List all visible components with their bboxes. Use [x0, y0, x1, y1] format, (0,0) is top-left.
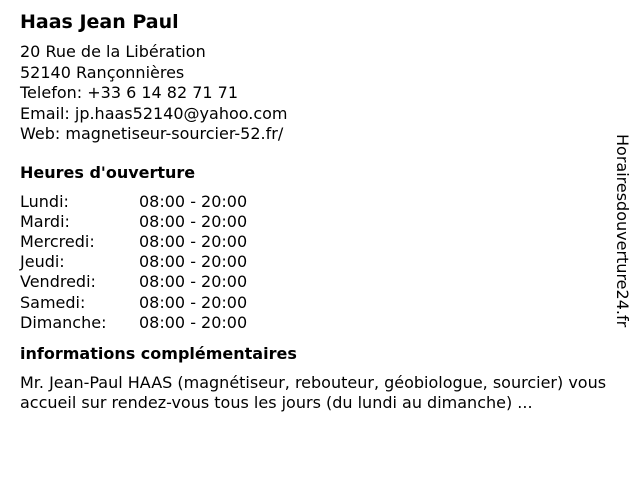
additional-info-text: Mr. Jean-Paul HAAS (magnétiseur, rebouteur, géobiologue, sourcier) vous accueil sur rendez-vous tous les jours (du lundi au dimanche) ...: [20, 372, 607, 413]
business-name: Haas Jean Paul: [20, 11, 179, 33]
hours-row-monday: [20, 192, 620, 212]
opening-hours-heading: Heures d'ouverture: [20, 162, 196, 182]
contact-block: [20, 42, 620, 145]
hours-time: 08:00 - 20:00: [139, 272, 248, 292]
hours-row-saturday: [20, 293, 620, 313]
web-line: Web: magnetiseur-sourcier-52.fr/: [20, 124, 284, 143]
address-city: 52140 Rançonnières: [20, 62, 185, 82]
site-watermark: Horairesdouverture24.fr: [613, 134, 632, 328]
hours-day: Dimanche:: [20, 312, 107, 332]
address-street: 20 Rue de la Libération: [20, 42, 206, 61]
hours-day: Mardi:: [20, 211, 70, 231]
hours-row-sunday: [20, 313, 620, 333]
hours-time: 08:00 - 20:00: [139, 252, 248, 272]
hours-day: Mercredi:: [20, 231, 95, 251]
hours-day: Lundi:: [20, 191, 69, 211]
hours-time: 08:00 - 20:00: [139, 211, 248, 231]
additional-info-heading: informations complémentaires: [20, 343, 297, 363]
hours-time: 08:00 - 20:00: [139, 191, 248, 211]
hours-time: 08:00 - 20:00: [139, 231, 248, 251]
email-line: Email: jp.haas52140@yahoo.com: [20, 103, 288, 123]
hours-row-tuesday: [20, 212, 620, 232]
opening-hours-table: [20, 192, 620, 333]
hours-row-wednesday: [20, 232, 620, 252]
hours-day: Jeudi:: [20, 252, 65, 272]
hours-day: Vendredi:: [20, 272, 96, 292]
business-listing: [20, 10, 620, 414]
hours-day: Samedi:: [20, 292, 86, 312]
hours-row-friday: [20, 272, 620, 292]
hours-row-thursday: [20, 252, 620, 272]
hours-time: 08:00 - 20:00: [139, 292, 248, 312]
phone-line: Telefon: +33 6 14 82 71 71: [20, 83, 239, 102]
hours-time: 08:00 - 20:00: [139, 312, 248, 332]
